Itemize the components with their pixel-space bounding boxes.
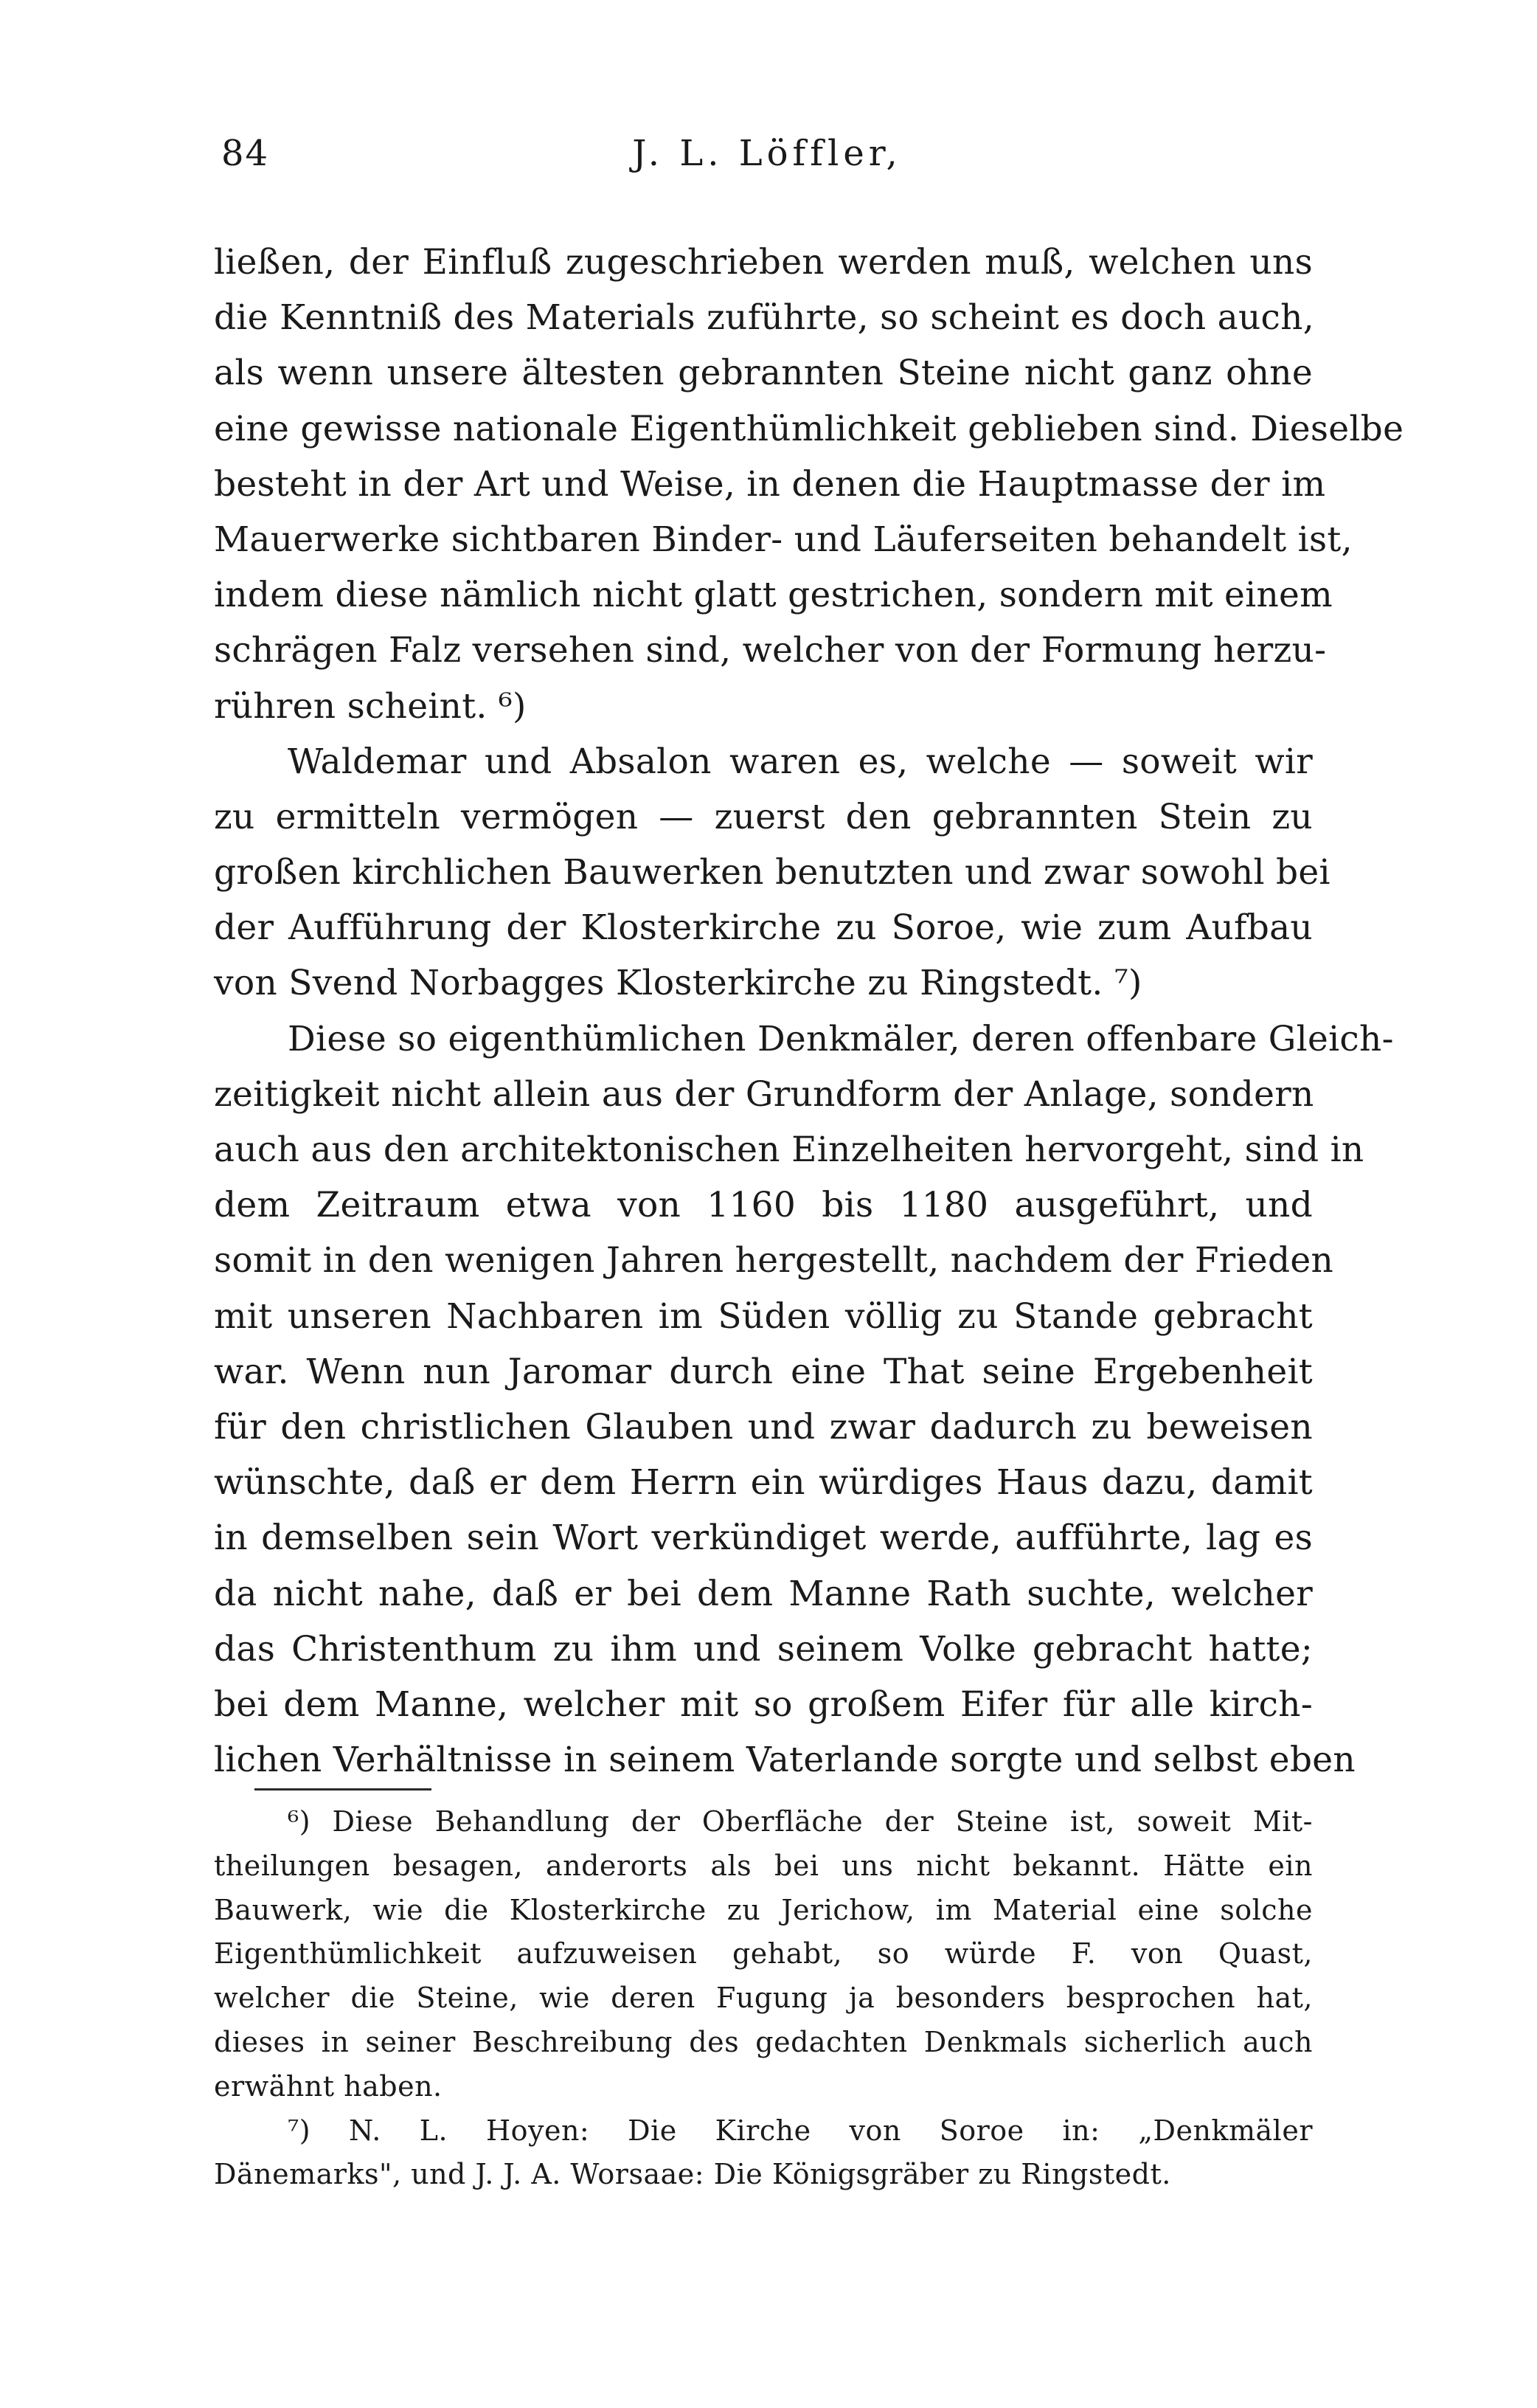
footnote-line: Eigenthümlichkeit aufzuweisen gehabt, so würde F. von Quast, [214, 1937, 1313, 1971]
text-line: bei dem Manne, welcher mit so großem Eifer für alle kirch- [214, 1684, 1313, 1725]
footnote-line: welcher die Steine, wie deren Fugung ja besonders besprochen hat, [214, 1982, 1313, 2015]
text-line: wünschte, daß er dem Herrn ein würdiges Haus dazu, damit [214, 1462, 1313, 1504]
footnote-line: erwähnt haben. [214, 2069, 443, 2103]
footnote-line: Dänemarks", und J. J. A. Worsaae: Die Königsgräber zu Ringstedt. [214, 2158, 1171, 2191]
footnote-line: theilungen besagen, anderorts als bei uns nicht bekannt. Hätte ein [214, 1849, 1313, 1882]
text-line: lichen Verhältnisse in seinem Vaterlande sorgte und selbst eben [214, 1740, 1356, 1781]
body-text [214, 235, 1404, 1788]
footnote-line: Bauwerk, wie die Klosterkirche zu Jerichow, im Material eine solche [214, 1893, 1313, 1926]
page-header [221, 131, 1313, 190]
text-line: die Kenntniß des Materials zuführte, so scheint es doch auch, [214, 297, 1314, 339]
text-line: das Christenthum zu ihm und seinem Volke gebracht hatte; [214, 1628, 1313, 1670]
footnote-line: dieses in seiner Beschreibung des gedachten Denkmals sicherlich auch [214, 2025, 1313, 2058]
text-line: somit in den wenigen Jahren hergestellt, nachdem der Frieden [214, 1240, 1334, 1281]
text-line: ließen, der Einfluß zugeschrieben werden muß, welchen uns [214, 242, 1313, 283]
text-line: mit unseren Nachbaren im Süden völlig zu Stande gebracht [214, 1295, 1313, 1337]
text-line: Diese so eigenthümlichen Denkmäler, deren offenbare Gleich- [288, 1018, 1394, 1059]
text-line: da nicht nahe, daß er bei dem Manne Rath suchte, welcher [214, 1573, 1313, 1614]
text-line: auch aus den architektonischen Einzelheiten hervorgeht, sind in [214, 1129, 1364, 1170]
text-line: als wenn unsere ältesten gebrannten Steine nicht ganz ohne [214, 353, 1313, 394]
text-line: rühren scheint. ⁶) [214, 685, 527, 727]
text-line: Waldemar und Absalon waren es, welche — soweit wir [288, 741, 1313, 782]
footnote-line: ⁷) N. L. Hoyen: Die Kirche von Soroe in: „Denkmäler [288, 2114, 1313, 2147]
text-line: in demselben sein Wort verkündiget werde, aufführte, lag es [214, 1518, 1313, 1559]
footnotes [214, 1800, 1313, 2197]
text-line: zu ermitteln vermögen — zuerst den gebrannten Stein zu [214, 796, 1313, 837]
text-line: Mauerwerke sichtbaren Binder- und Läuferseiten behandelt ist, [214, 519, 1353, 560]
page-number: 84 [221, 133, 270, 174]
text-line: besteht in der Art und Weise, in denen die Hauptmasse der im [214, 463, 1326, 505]
text-line: für den christlichen Glauben und zwar dadurch zu beweisen [214, 1406, 1313, 1447]
text-line: großen kirchlichen Bauwerken benutzten und zwar sowohl bei [214, 852, 1330, 893]
text-line: indem diese nämlich nicht glatt gestrichen, sondern mit einem [214, 575, 1333, 616]
footnote-rule [254, 1788, 431, 1791]
text-line: zeitigkeit nicht allein aus der Grundform der Anlage, sondern [214, 1073, 1314, 1115]
footnote-line: ⁶) Diese Behandlung der Oberfläche der Steine ist, soweit Mit- [288, 1805, 1313, 1838]
text-line: schrägen Falz versehen sind, welcher von der Formung herzu- [214, 630, 1327, 671]
text-line: der Aufführung der Klosterkirche zu Soroe, wie zum Aufbau [214, 907, 1313, 949]
text-line: von Svend Norbagges Klosterkirche zu Ringstedt. ⁷) [214, 963, 1142, 1004]
running-head: J. L. Löffler, [632, 133, 902, 174]
text-line: war. Wenn nun Jaromar durch eine That seine Ergebenheit [214, 1351, 1313, 1392]
text-line: dem Zeitraum etwa von 1160 bis 1180 ausgeführt, und [214, 1185, 1313, 1226]
text-line: eine gewisse nationale Eigenthümlichkeit geblieben sind. Dieselbe [214, 408, 1404, 449]
